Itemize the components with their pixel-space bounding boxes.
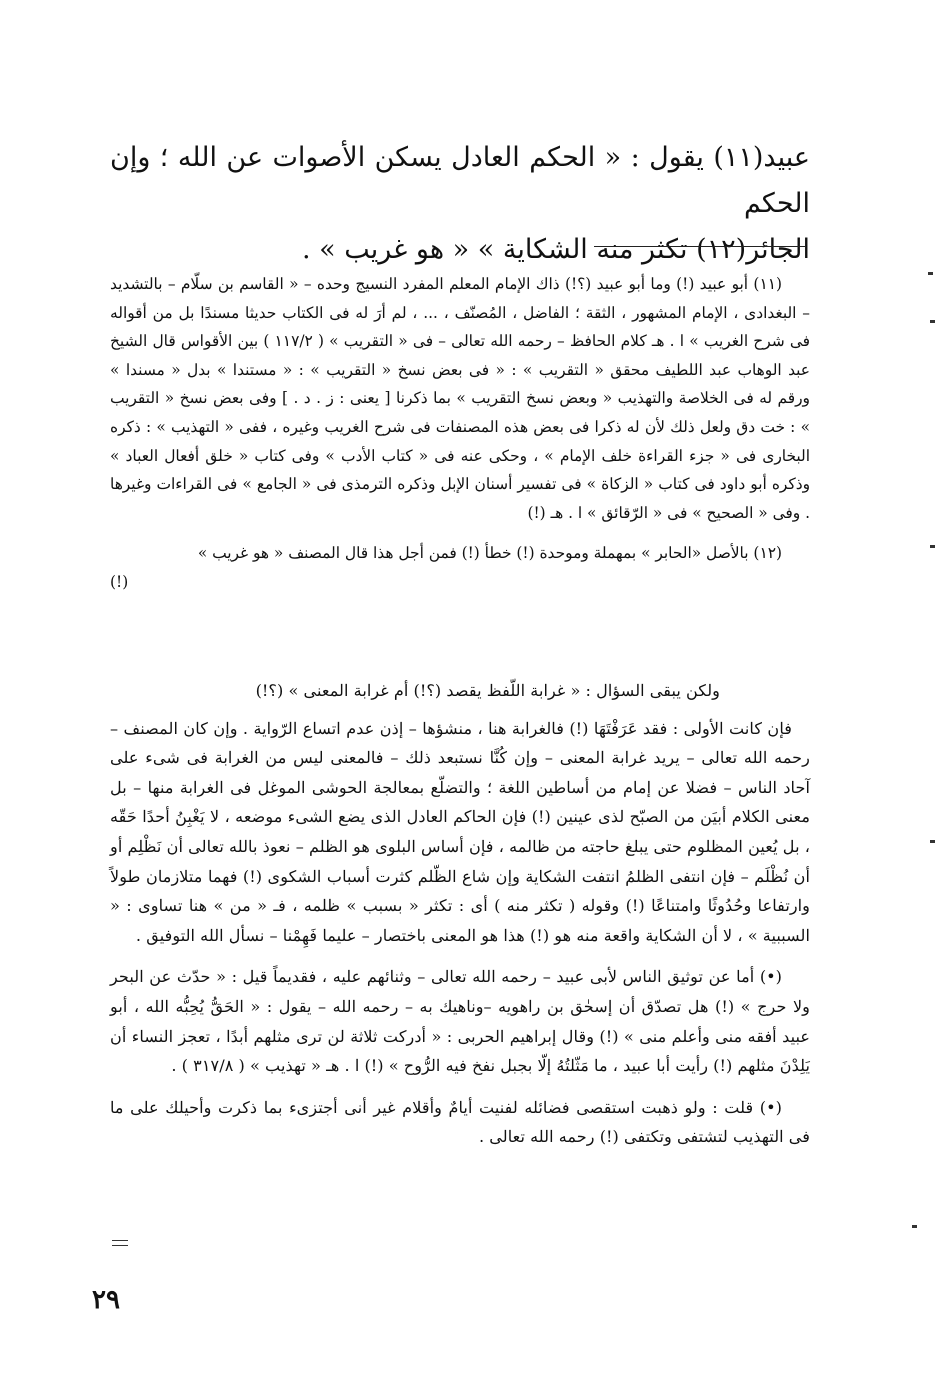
scan-mark (930, 840, 935, 843)
main-text-line-2: الجائر(١٢) تكثر منه الشكاية » « هو غريب » . (301, 234, 810, 265)
main-text (110, 135, 810, 273)
note-paragraph-1: (•) أما عن توثيق الناس لأبى عبيد – رحمه الله تعالى – وثنائهم عليه ، فقديماً قيل : « حدّث عن البحر ولا حرج » (!) هل تصدّق أن إسحٰق بن راهويه –وناهيك به – رحمه الله – يقول : « الحَقُّ يُحِبُّه الله ، أبو عبيد أفقه منى وأعلم منى » (!) وقال إبراهيم الحربى : « أدركت ثلاثة لن ترى مثلهم أبدًا ، تعجز النساء أن يَلِدْنَ مثلهم (!) رأيت أبا عبيد ، ما مَثّلتُهُ إلّا بجبل نفخ فيه الرُّوح » (!) ا . هـ « تهذيب » ( ٣١٧/٨ ) . (110, 967, 810, 1076)
footnote-separator (594, 246, 806, 247)
footnotes (110, 270, 810, 597)
scan-mark-dash (112, 1240, 128, 1246)
footnote-11: (١١) أبو عبيد (!) وما أبو عبيد (؟!) ذاك الإمام المعلم المفرد النسيج وحده – « القاسم بن سلّام – بالتشديد – البغدادى ، الإمام المشهور ، الثقة ؛ الفاضل ، المُصنّف ، ... ، لم أرَ له فى الكتاب حديثا مسندًا بل من أقواله فى شرح الغريب » ا . هـ كلام الحافظ – رحمه الله تعالى – فى « التقريب » ( ١١٧/٢ ) بين الأقواس قال الشيخ عبد الوهاب عبد اللطيف محقق « التقريب » : « فى بعض نسخ « التقريب » : « مستندا » بدل « مسندا » ورقم له فى الخلاصة والتهذيب « وبعض نسخ التقريب » بما ذكرنا [ يعنى : ز . د . ] وفى بعض نسخ « التقريب » : خت دق ولعل ذلك لأن له ذكرا فى بعض هذه المصنفات فى شرح الغريب وغيره ، ففى « التهذيب » : ذكره البخارى فى « جزء القراءة خلف الإمام » ، وحكى عنه فى « كتاب الأدب » وفى كتاب « خلق أفعال العباد » وذكره أبو داود فى كتاب « الزكاة » فى تفسير أسنان الإبل وذكره الترمذى فى « الجامع » فى القراءات وغيرها . وفى « الصحيح » فى « الرّقائق » ا . هـ (!) (110, 275, 810, 522)
commentary (110, 676, 810, 1152)
scan-mark (930, 545, 935, 548)
footnote-12: (١٢) بالأصل «الحابر » بمهملة وموحدة (!) خطأ (!) فمن أجل هذا قال المصنف « هو غريب » (197, 544, 782, 563)
page-number: ٢٩ (92, 1285, 120, 1315)
main-text-line-1: عبيد(١١) يقول : « الحكم العادل يسكن الأصوات عن الله ؛ وإن الحكم (110, 142, 810, 219)
scan-mark (928, 272, 933, 275)
question-line: ولكن يبقى السؤال : « غرابة اللّفظ يقصد (؟!) أم غرابة المعنى » (؟!) (255, 681, 720, 700)
footnote-12-end: (!) (110, 572, 129, 591)
scan-mark (930, 320, 935, 323)
note-paragraph-2: (•) قلت : ولو ذهبت استقصى فضائله لفنيت أيامٌ وأقلام غير أنى أجتزىء بما ذكرت وأحيلك على ما فى التهذيب لتشتفى وتكتفى (!) رحمه الله تعالى . (110, 1097, 810, 1147)
scan-mark (912, 1225, 917, 1228)
commentary-paragraph: فإن كانت الأولى : فقد عَرَفْتَهَا (!) فالغرابة هنا ، منشؤها – إذن عدم اتساع الرّواية . وإن كان المصنف – رحمه الله تعالى – يريد غرابة المعنى – وإن كُنَّا نستبعد ذلك – فالمعنى ليس من الغرابة فى شىء على آحاد الناس – فضلا عن إمام من أساطين اللغة ؛ والتضلّع بمعالجة الحوشى الموغل فى الغرابة منها – بل معنى الكلام أبيَن من الصبّح لذى عينين (!) فإن الحاكم العادل الذى يضع الشىء موضعه ، لا يَغْبِنُ أحدًا حَقّه ، بل يُعين المظلوم حتى يبلغ حاجته من ظالمه ، فإن أساس البلوى هو الظلم – نعوذ بالله تعالى أن نَظْلِم أو أن نُظْلَم – فإن انتفى الظلمُ انتفت الشكاية وإن شاع الظّلم كثرت أسباب الشكوى (!) فهما متلازمان طولاً وارتفاعا وحُدُوثًا وامتناعًا (!) وقوله ( تكثر منه ) أى : تكثر « بسبب » ظلمه ، فـ « من » هنا تساوى : « السببية » ، لا أن الشكاية واقعة منه هو (!) هذا هو المعنى باختصار – عليما فَهِمْنا – نسأل الله التوفيق . (110, 718, 810, 945)
